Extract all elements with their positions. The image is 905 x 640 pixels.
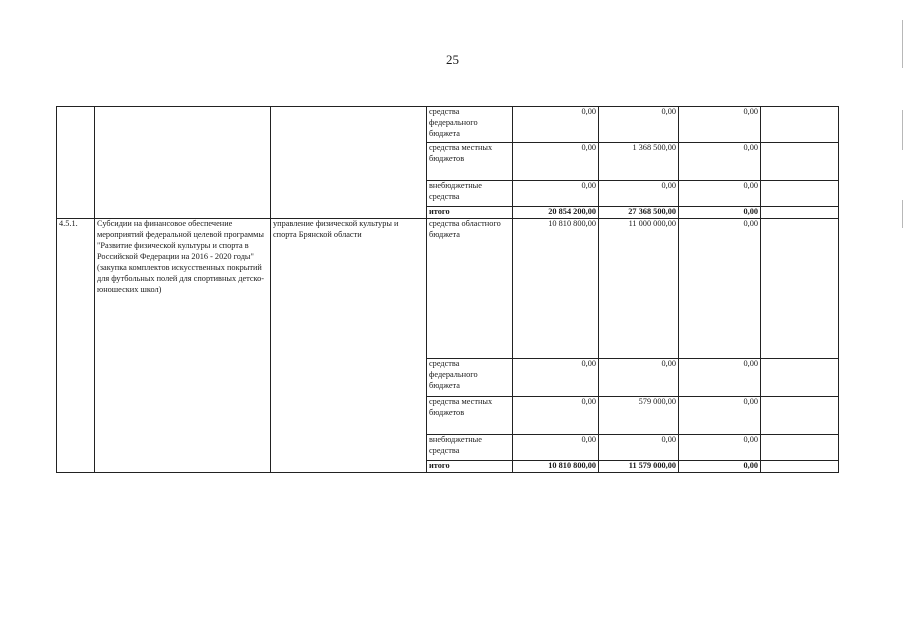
funding-source-cell: средства областного бюджета: [427, 218, 513, 358]
value-cell-4: [761, 218, 839, 358]
value-cell-4: [761, 143, 839, 181]
funding-source-cell: средства федерального бюджета: [427, 358, 513, 396]
value-cell-3: 0,00: [679, 358, 761, 396]
total-value-cell-2: 27 368 500,00: [599, 207, 679, 219]
value-cell-2: 0,00: [599, 434, 679, 460]
value-cell-3: 0,00: [679, 181, 761, 207]
value-cell-4: [761, 434, 839, 460]
funding-source-cell: средства местных бюджетов: [427, 396, 513, 434]
value-cell-2: 11 000 000,00: [599, 218, 679, 358]
total-value-cell-1: 20 854 200,00: [513, 207, 599, 219]
scan-edge-mark: [902, 200, 903, 228]
row-name-cell: Субсидии на финансовое обеспечение мероприятий федеральной целевой программы "Развитие физической культуры и спорта в Российской Федерации на 2016 - 2020 годы" (закупка комплектов искусственных покрытий для футбольных полей для спортивных детско-юношеских школ): [95, 218, 271, 472]
value-cell-4: [761, 358, 839, 396]
total-label-cell: итого: [427, 460, 513, 472]
total-value-cell-2: 11 579 000,00: [599, 460, 679, 472]
funding-source-cell: внебюджетные средства: [427, 434, 513, 460]
funding-source-cell: средства федерального бюджета: [427, 107, 513, 143]
table-row: [57, 218, 839, 358]
row-executor-cell: управление физической культуры и спорта Брянской области: [271, 218, 427, 472]
value-cell-2: 0,00: [599, 107, 679, 143]
value-cell-1: 10 810 800,00: [513, 218, 599, 358]
value-cell-4: [761, 396, 839, 434]
value-cell-1: 0,00: [513, 181, 599, 207]
value-cell-1: 0,00: [513, 143, 599, 181]
total-value-cell-3: 0,00: [679, 460, 761, 472]
row-code-cell: [57, 107, 95, 219]
scan-edge-mark: [902, 20, 903, 68]
total-value-cell-3: 0,00: [679, 207, 761, 219]
total-value-cell-4: [761, 207, 839, 219]
value-cell-3: 0,00: [679, 396, 761, 434]
funding-source-cell: средства местных бюджетов: [427, 143, 513, 181]
value-cell-3: 0,00: [679, 143, 761, 181]
value-cell-3: 0,00: [679, 218, 761, 358]
row-name-cell: [95, 107, 271, 219]
budget-table: [56, 106, 839, 473]
value-cell-4: [761, 181, 839, 207]
page-number: 25: [446, 52, 459, 67]
total-label-cell: итого: [427, 207, 513, 219]
row-executor-cell: [271, 107, 427, 219]
value-cell-2: 0,00: [599, 358, 679, 396]
value-cell-4: [761, 107, 839, 143]
total-value-cell-1: 10 810 800,00: [513, 460, 599, 472]
value-cell-1: 0,00: [513, 434, 599, 460]
scan-edge-mark: [902, 110, 903, 150]
value-cell-2: 1 368 500,00: [599, 143, 679, 181]
total-value-cell-4: [761, 460, 839, 472]
value-cell-3: 0,00: [679, 107, 761, 143]
value-cell-1: 0,00: [513, 396, 599, 434]
table-row: [57, 107, 839, 143]
value-cell-1: 0,00: [513, 358, 599, 396]
value-cell-1: 0,00: [513, 107, 599, 143]
row-code-cell: 4.5.1.: [57, 218, 95, 472]
funding-source-cell: внебюджетные средства: [427, 181, 513, 207]
value-cell-3: 0,00: [679, 434, 761, 460]
value-cell-2: 0,00: [599, 181, 679, 207]
value-cell-2: 579 000,00: [599, 396, 679, 434]
